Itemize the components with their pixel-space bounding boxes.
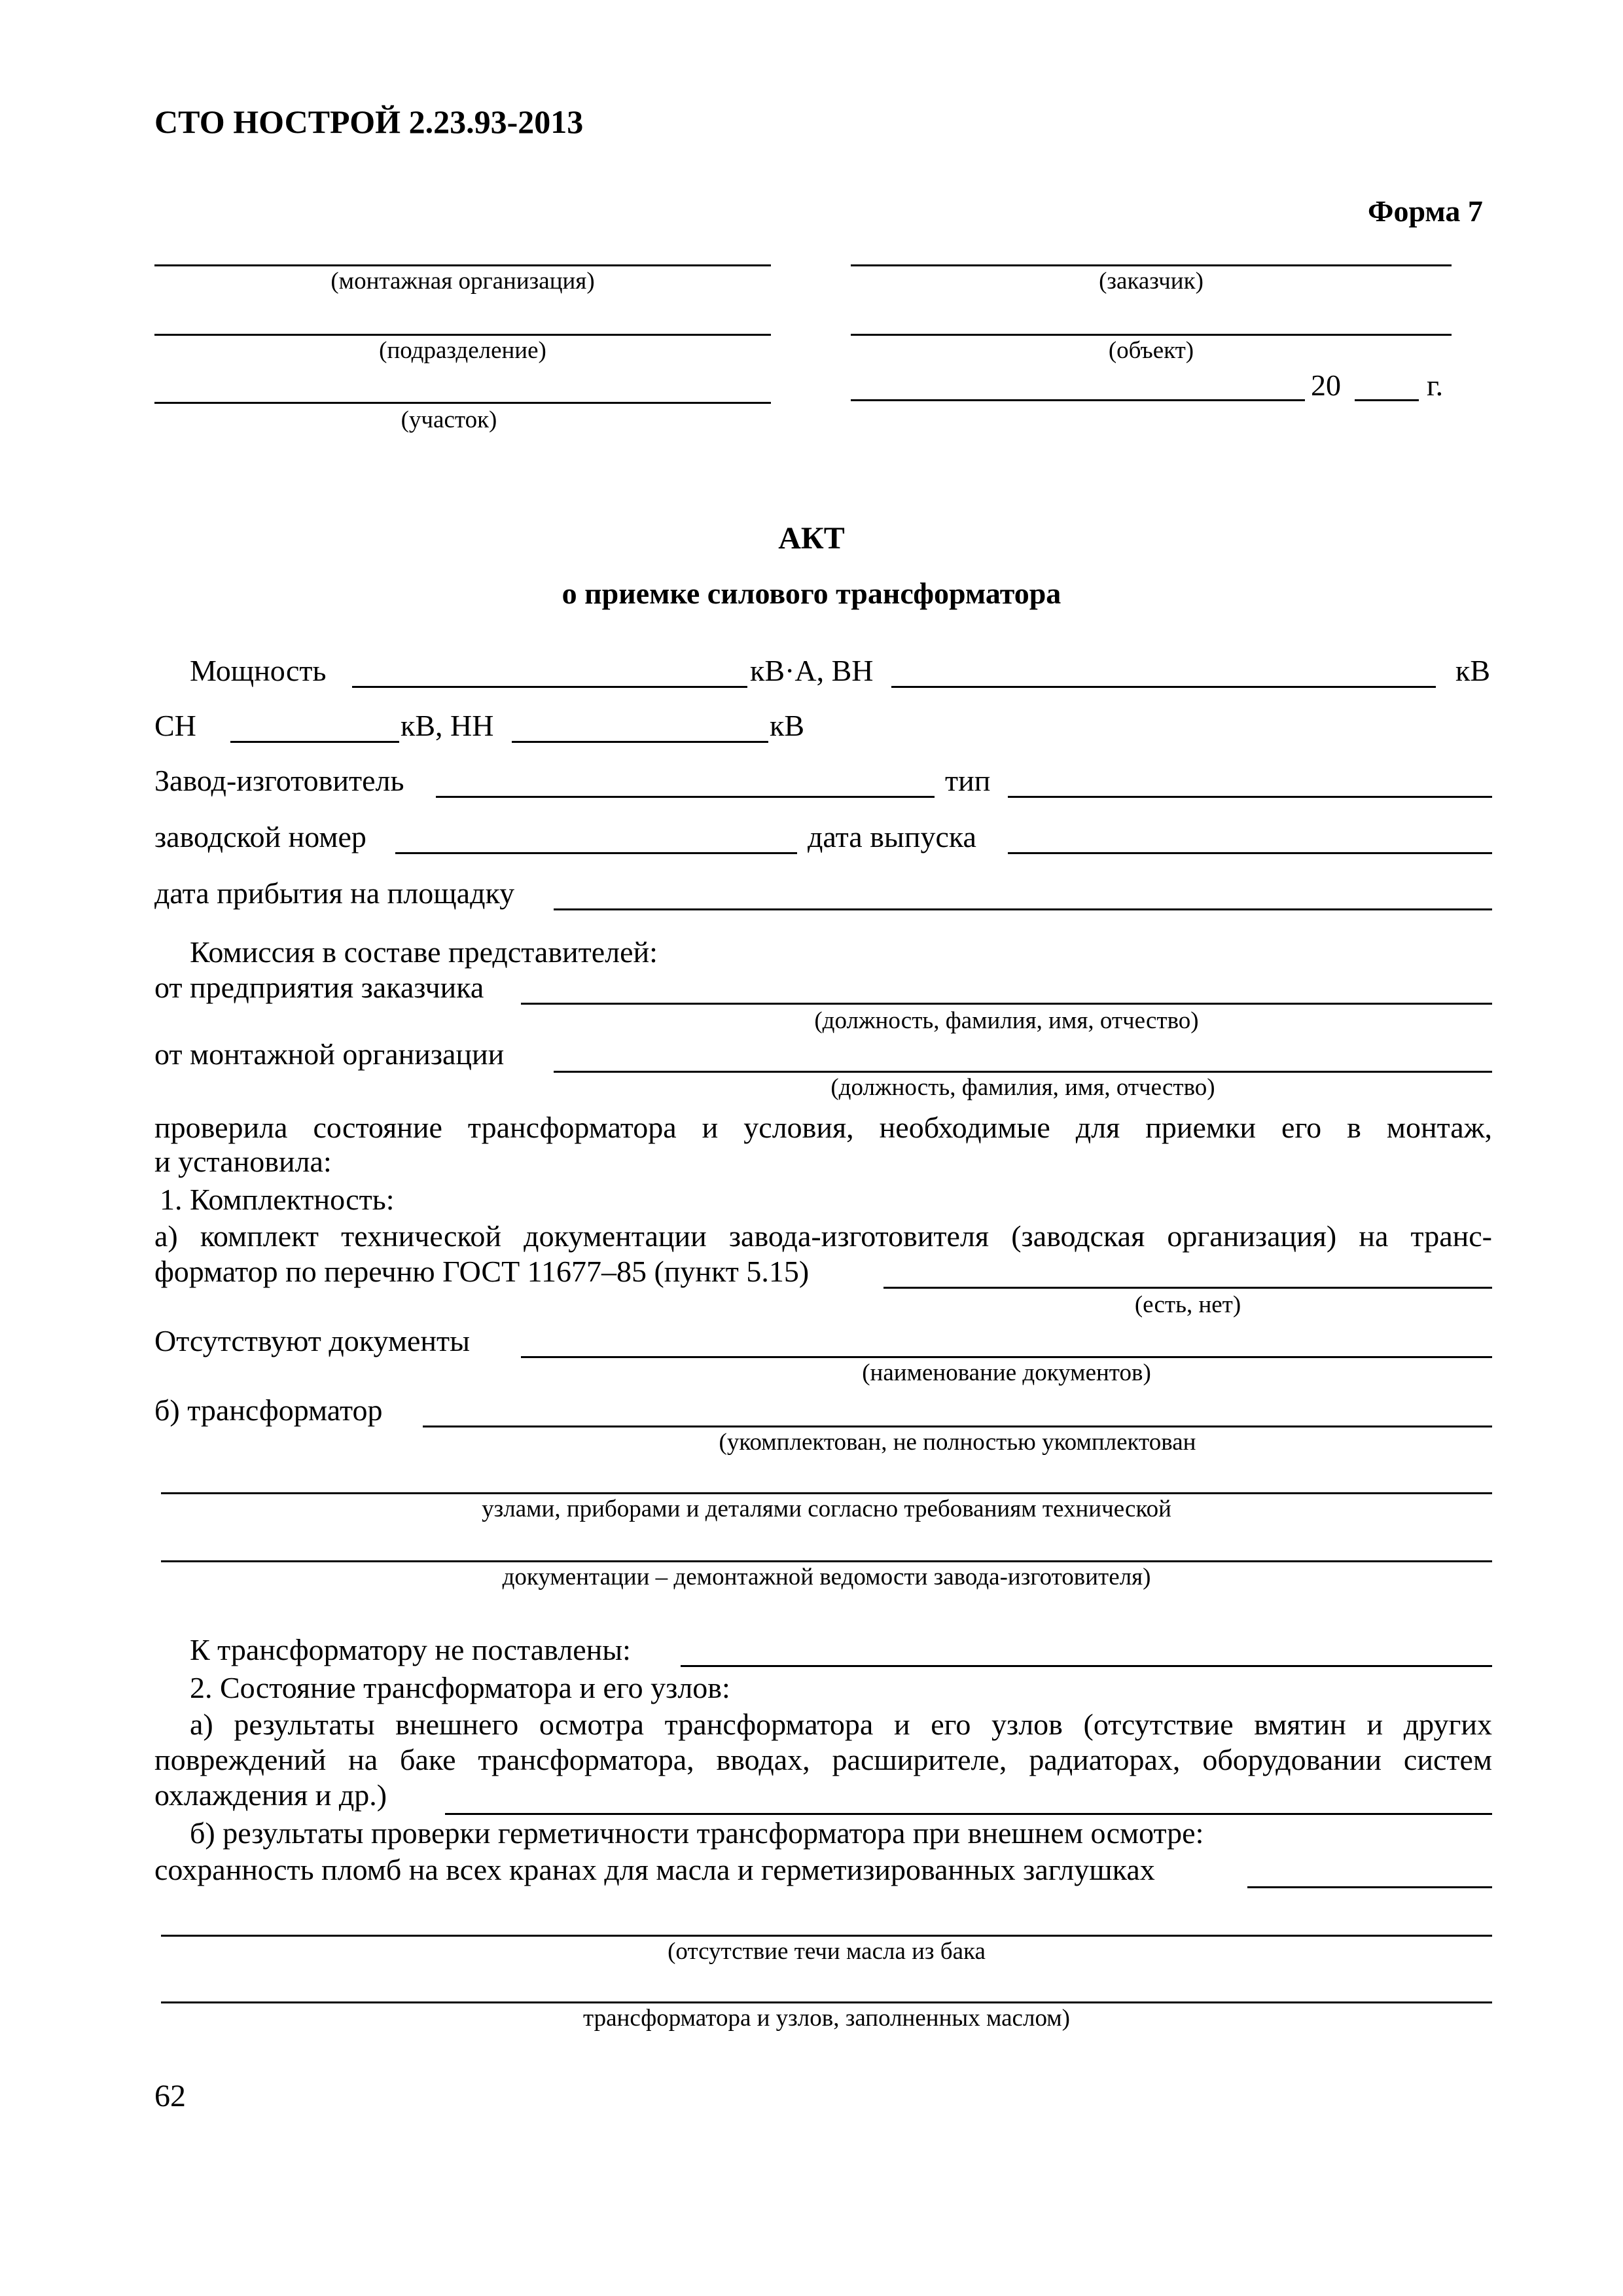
- vn-line[interactable]: [891, 686, 1436, 688]
- act-subtitle: о приемке силового трансформатора: [562, 577, 1061, 610]
- power-line[interactable]: [352, 686, 747, 688]
- standard-code: СТО НОСТРОЙ 2.23.93-2013: [154, 103, 584, 140]
- tightness-line-2: сохранность пломб на всех кранах для масла и герметизированных заглушках: [154, 1853, 1155, 1886]
- installer-org-caption: (монтажная организация): [330, 268, 595, 295]
- arrival-date-line[interactable]: [554, 908, 1492, 910]
- section-caption: (участок): [401, 406, 497, 433]
- tightness-line-1: б) результаты проверки герметичности трансформатора при внешнем осмотре:: [190, 1816, 1204, 1850]
- leak-caption-2: трансформатора и узлов, заполненных маслом): [583, 2005, 1070, 2032]
- installer-rep-label: от монтажной организации: [154, 1037, 505, 1071]
- docs-presence-line[interactable]: [883, 1287, 1492, 1289]
- sn-label: СН: [154, 709, 196, 742]
- missing-docs-label: Отсутствуют документы: [154, 1324, 471, 1357]
- inspection-line[interactable]: [445, 1813, 1492, 1815]
- customer-line[interactable]: [851, 264, 1452, 266]
- date-year-prefix: 20: [1311, 368, 1341, 402]
- seals-line[interactable]: [1247, 1886, 1492, 1888]
- date-year-line[interactable]: [1355, 399, 1419, 401]
- manufacturer-line[interactable]: [436, 796, 935, 798]
- object-line[interactable]: [851, 334, 1452, 336]
- power-label: Мощность: [190, 654, 327, 687]
- installer-org-line[interactable]: [154, 264, 771, 266]
- customer-rep-line[interactable]: [521, 1003, 1492, 1005]
- transformer-line[interactable]: [423, 1426, 1492, 1427]
- transformer-line-3[interactable]: [161, 1560, 1492, 1562]
- inspection-line-3: охлаждения и др.): [154, 1778, 387, 1812]
- condition-heading: 2. Состояние трансформатора и его узлов:: [190, 1671, 730, 1704]
- transformer-label: б) трансформатор: [154, 1393, 383, 1427]
- serial-line[interactable]: [395, 852, 797, 854]
- type-label: тип: [945, 764, 991, 797]
- act-title: АКТ: [778, 521, 845, 556]
- serial-label: заводской номер: [154, 820, 366, 853]
- sn-line[interactable]: [230, 741, 399, 743]
- customer-rep-label: от предприятия заказчика: [154, 971, 484, 1004]
- completeness-heading: 1. Комплектность:: [160, 1183, 395, 1216]
- type-line[interactable]: [1008, 796, 1492, 798]
- leak-caption-1: (отсутствие течи масла из бака: [668, 1938, 986, 1965]
- release-date-line[interactable]: [1008, 852, 1492, 854]
- object-caption: (объект): [1108, 337, 1194, 364]
- transformer-caption-1: (укомплектован, не полностью укомплектован: [719, 1429, 1196, 1456]
- inspection-line-1: а) результаты внешнего осмотра трансформатора и его узлов (отсутствие вмятин и других: [190, 1708, 1492, 1741]
- power-unit: кВ·А, ВН: [750, 654, 874, 687]
- customer-rep-caption: (должность, фамилия, имя, отчество): [814, 1007, 1199, 1034]
- arrival-date-label: дата прибытия на площадку: [154, 876, 515, 910]
- date-year-suffix: г.: [1427, 368, 1444, 402]
- subdivision-caption: (подразделение): [379, 337, 546, 364]
- not-supplied-line[interactable]: [681, 1665, 1492, 1667]
- manufacturer-label: Завод-изготовитель: [154, 764, 404, 797]
- leak-line-2[interactable]: [161, 2001, 1492, 2003]
- checked-line-2: и установила:: [154, 1145, 332, 1178]
- missing-docs-caption: (наименование документов): [862, 1359, 1151, 1386]
- not-supplied-label: К трансформатору не поставлены:: [190, 1633, 631, 1666]
- nn-unit: кВ: [770, 709, 805, 742]
- release-date-label: дата выпуска: [808, 820, 976, 853]
- transformer-line-2[interactable]: [161, 1492, 1492, 1494]
- date-day-month-line[interactable]: [851, 399, 1305, 401]
- customer-caption: (заказчик): [1099, 268, 1204, 295]
- missing-docs-line[interactable]: [521, 1356, 1492, 1358]
- transformer-caption-2: узлами, приборами и деталями согласно требованиям технической: [482, 1496, 1171, 1522]
- transformer-caption-3: документации – демонтажной ведомости завода-изготовителя): [502, 1564, 1151, 1590]
- vn-unit: кВ: [1455, 654, 1491, 687]
- checked-line-1: проверила состояние трансформатора и условия, необходимые для приемки его в монтаж,: [154, 1111, 1492, 1144]
- form-label: Форма 7: [1368, 194, 1483, 228]
- docs-line-1: а) комплект технической документации завода-изготовителя (заводская организация) на транс-: [154, 1219, 1492, 1253]
- sn-unit: кВ, НН: [401, 709, 494, 742]
- installer-rep-caption: (должность, фамилия, имя, отчество): [830, 1074, 1215, 1101]
- page-number: 62: [154, 2079, 186, 2113]
- subdivision-line[interactable]: [154, 334, 771, 336]
- section-line[interactable]: [154, 402, 771, 404]
- docs-line-2: форматор по перечню ГОСТ 11677–85 (пункт 5.15): [154, 1255, 810, 1288]
- installer-rep-line[interactable]: [554, 1071, 1492, 1073]
- commission-intro: Комиссия в составе представителей:: [190, 935, 658, 969]
- nn-line[interactable]: [512, 741, 768, 743]
- leak-line-1[interactable]: [161, 1935, 1492, 1937]
- docs-presence-caption: (есть, нет): [1134, 1291, 1241, 1318]
- inspection-line-2: повреждений на баке трансформатора, вводах, расширителе, радиаторах, оборудовании систем: [154, 1743, 1492, 1776]
